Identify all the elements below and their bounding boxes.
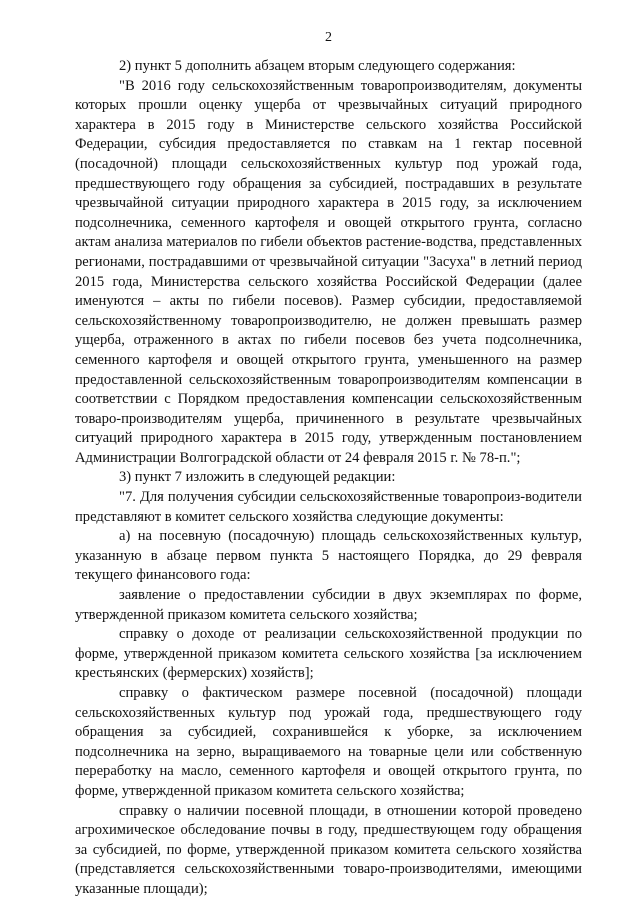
document-body bbox=[75, 57, 582, 900]
point-7-intro: "7. Для получения субсидии сельскохозяйственные товаропроиз-водители представляют в комитет сельского хозяйства следующие документы: bbox=[75, 489, 582, 525]
doc-agrochemical-survey-certificate: справку о наличии посевной площади, в отношении которой проведено агрохимическое обследование почвы в году, предшествующем году обращения за субсидией, по форме, утвержденной приказом комитета сельского хозяйства (представляется сельскохозяйственными товаро-производителями, имеющими указанные площади); bbox=[75, 802, 582, 897]
doc-application: заявление о предоставлении субсидии в двух экземплярах по форме, утвержденной приказом комитета сельского хозяйства; bbox=[75, 587, 582, 623]
doc-sown-area-certificate: справку о фактическом размере посевной (посадочной) площади сельскохозяйственных культур под урожай года, предшествующего году обращения за субсидией, сохранившейся к уборке, за исключением подсолнечника на зерно, выращиваемого на товарные цели или собственную переработку на масло, семенного картофеля и овощей открытого грунта, по форме, утвержденной приказом комитета сельского хозяйства; bbox=[75, 685, 582, 799]
amendment-item-2: 2) пункт 5 дополнить абзацем вторым следующего содержания: bbox=[119, 58, 516, 74]
doc-income-certificate: справку о доходе от реализации сельскохозяйственной продукции по форме, утвержденной приказом комитета сельского хозяйства [за исключением крестьянских (фермерских) хозяйств]; bbox=[75, 626, 582, 682]
amendment-item-3: 3) пункт 7 изложить в следующей редакции: bbox=[119, 469, 396, 486]
subpoint-a: а) на посевную (посадочную) площадь сельскохозяйственных культур, указанную в абзаце первом пункта 5 настоящего Порядка, до 29 февраля текущего финансового года: bbox=[75, 528, 582, 584]
new-paragraph-subsidy-2016: "В 2016 году сельскохозяйственным товаропроизводителям, документы которых прошли оценку ущерба от чрезвычайных ситуаций природного характера в 2015 году в Министерстве сельского хозяйства Российской Федерации, субсидия предоставляется по ставкам на 1 гектар посевной (посадочной) площади сельскохозяйственных культур под урожай года, предшествующего году обращения за субсидией, пострадавших в результате чрезвычайной ситуации природного характера в 2015 году, за исключением подсолнечника, семенного картофеля и овощей открытого грунта, согласно актам анализа материалов по гибели объектов растение-водства, представленных регионами, пострадавшими от чрезвычайной ситуации "Засуха" в летний период 2015 года, Министерства сельского хозяйства Российской Федерации (далее именуются – акты по гибели посевов). Размер субсидии, предоставляемой сельскохозяйственному товаропроизводителю, не должен превышать размер ущерба, отраженного в актах по гибели посевов без учета подсолнечника, семенного картофеля и овощей открытого грунта, уменьшенного на размер предоставленной сельскохозяйственным товаропроизводителям компенсации в соответствии с Порядком предоставления компенсации сельскохозяйственным товаро-производителям ущерба, причиненного в результате чрезвычайных ситуаций природного характера в 2015 году, утвержденным постановлением Администрации Волгоградской области от 24 февраля 2015 г. № 78-п."; bbox=[75, 77, 582, 466]
page-number: 2 bbox=[325, 30, 332, 45]
